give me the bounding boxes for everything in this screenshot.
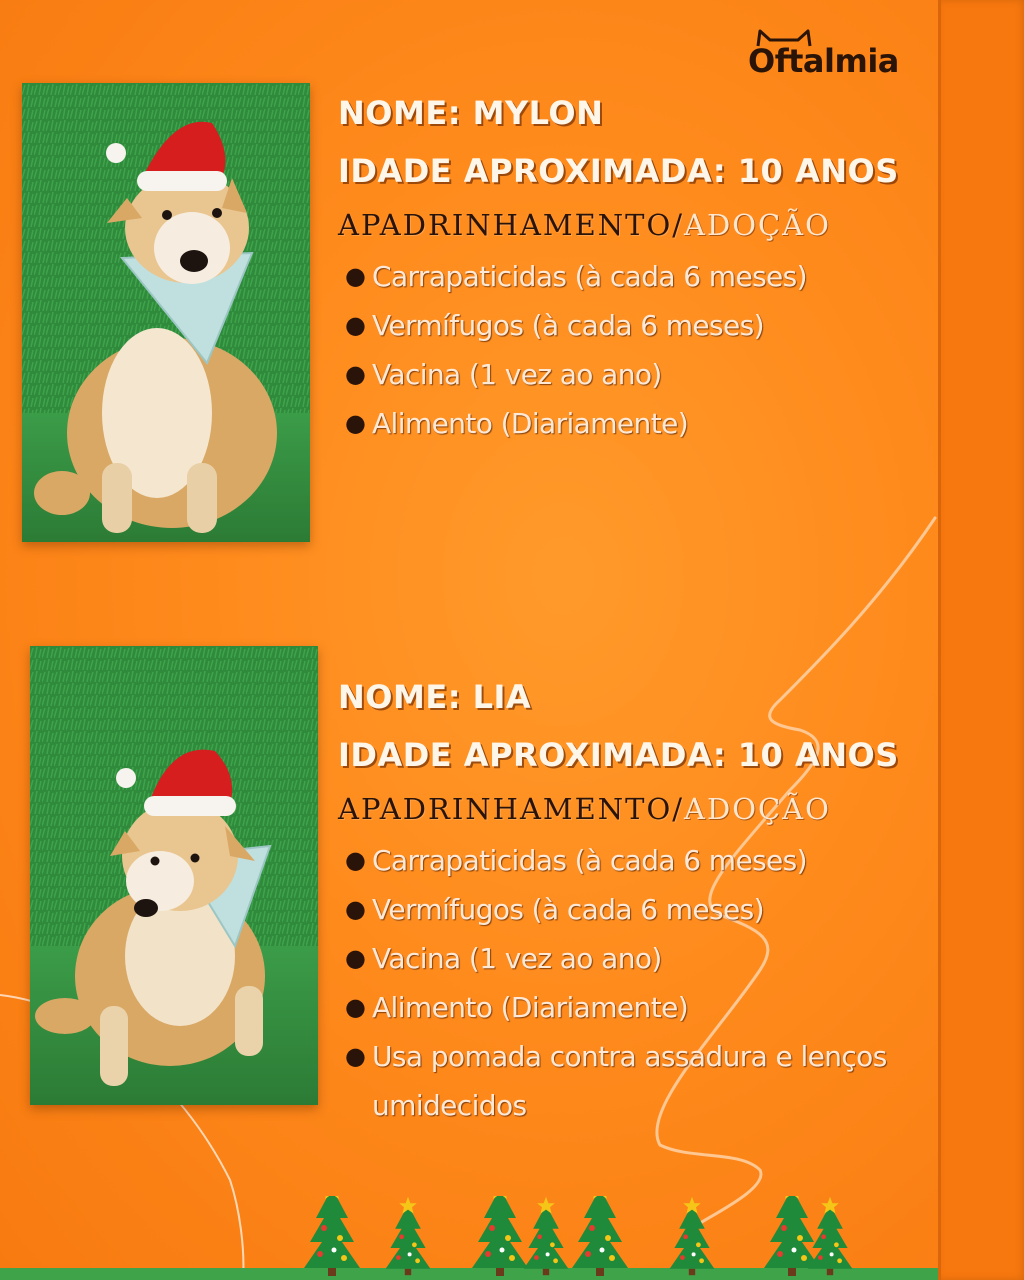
pet-age: IDADE APROXIMADA: 10 ANOS [338, 152, 899, 190]
oftalmia-logo [748, 28, 918, 82]
tree-icon [386, 1197, 431, 1275]
care-list [338, 252, 938, 448]
list-item [345, 983, 938, 1032]
care-item-text: Vacina (1 vez ao ano) [372, 358, 662, 391]
care-item-text: Carrapaticidas (à cada 6 meses) [372, 260, 807, 293]
bullet-icon: ● [345, 262, 366, 290]
care-item-text: Carrapaticidas (à cada 6 meses) [372, 844, 807, 877]
care-list [338, 836, 938, 1130]
tree-icon [808, 1197, 853, 1275]
list-item [345, 301, 938, 350]
bullet-icon: ● [345, 993, 366, 1021]
program-part1: APADRINHAMENTO/ [338, 792, 685, 826]
care-item-text: Alimento (Diariamente) [372, 991, 689, 1024]
pet-card-lia [338, 676, 938, 1130]
bullet-icon: ● [345, 944, 366, 972]
program-part1: APADRINHAMENTO/ [338, 208, 685, 242]
dog-photo-lia [30, 646, 318, 1105]
program-label [338, 792, 938, 826]
bullet-icon: ● [345, 311, 366, 339]
list-item [345, 934, 938, 983]
bullet-icon: ● [345, 1042, 366, 1070]
logo-text: Oftalmia [748, 42, 899, 80]
care-item-text: Alimento (Diariamente) [372, 407, 689, 440]
list-item [345, 1032, 912, 1130]
program-part2: ADOÇÃO [684, 208, 831, 242]
christmas-trees-decoration [0, 1196, 938, 1280]
pet-name: NOME: LIA [338, 678, 532, 716]
care-item-text: Vermífugos (à cada 6 meses) [372, 309, 764, 342]
bullet-icon: ● [345, 360, 366, 388]
dog-photo-mylon [22, 83, 310, 542]
list-item [345, 350, 938, 399]
bullet-icon: ● [345, 846, 366, 874]
care-item-text: Usa pomada contra assadura e lenços umidecidos [372, 1040, 887, 1122]
bullet-icon: ● [345, 409, 366, 437]
pet-card-mylon [338, 92, 938, 448]
program-part2: ADOÇÃO [684, 792, 831, 826]
pet-name: NOME: MYLON [338, 94, 604, 132]
tree-icon [670, 1197, 715, 1275]
tree-icon [472, 1196, 528, 1276]
program-label [338, 208, 938, 242]
care-item-text: Vacina (1 vez ao ano) [372, 942, 662, 975]
tree-icon [572, 1196, 628, 1276]
list-item [345, 836, 938, 885]
bullet-icon: ● [345, 895, 366, 923]
list-item [345, 399, 938, 448]
care-item-text: Vermífugos (à cada 6 meses) [372, 893, 764, 926]
list-item [345, 252, 938, 301]
tree-icon [524, 1197, 569, 1275]
pet-age: IDADE APROXIMADA: 10 ANOS [338, 736, 899, 774]
list-item [345, 885, 938, 934]
tree-icon [304, 1196, 360, 1276]
